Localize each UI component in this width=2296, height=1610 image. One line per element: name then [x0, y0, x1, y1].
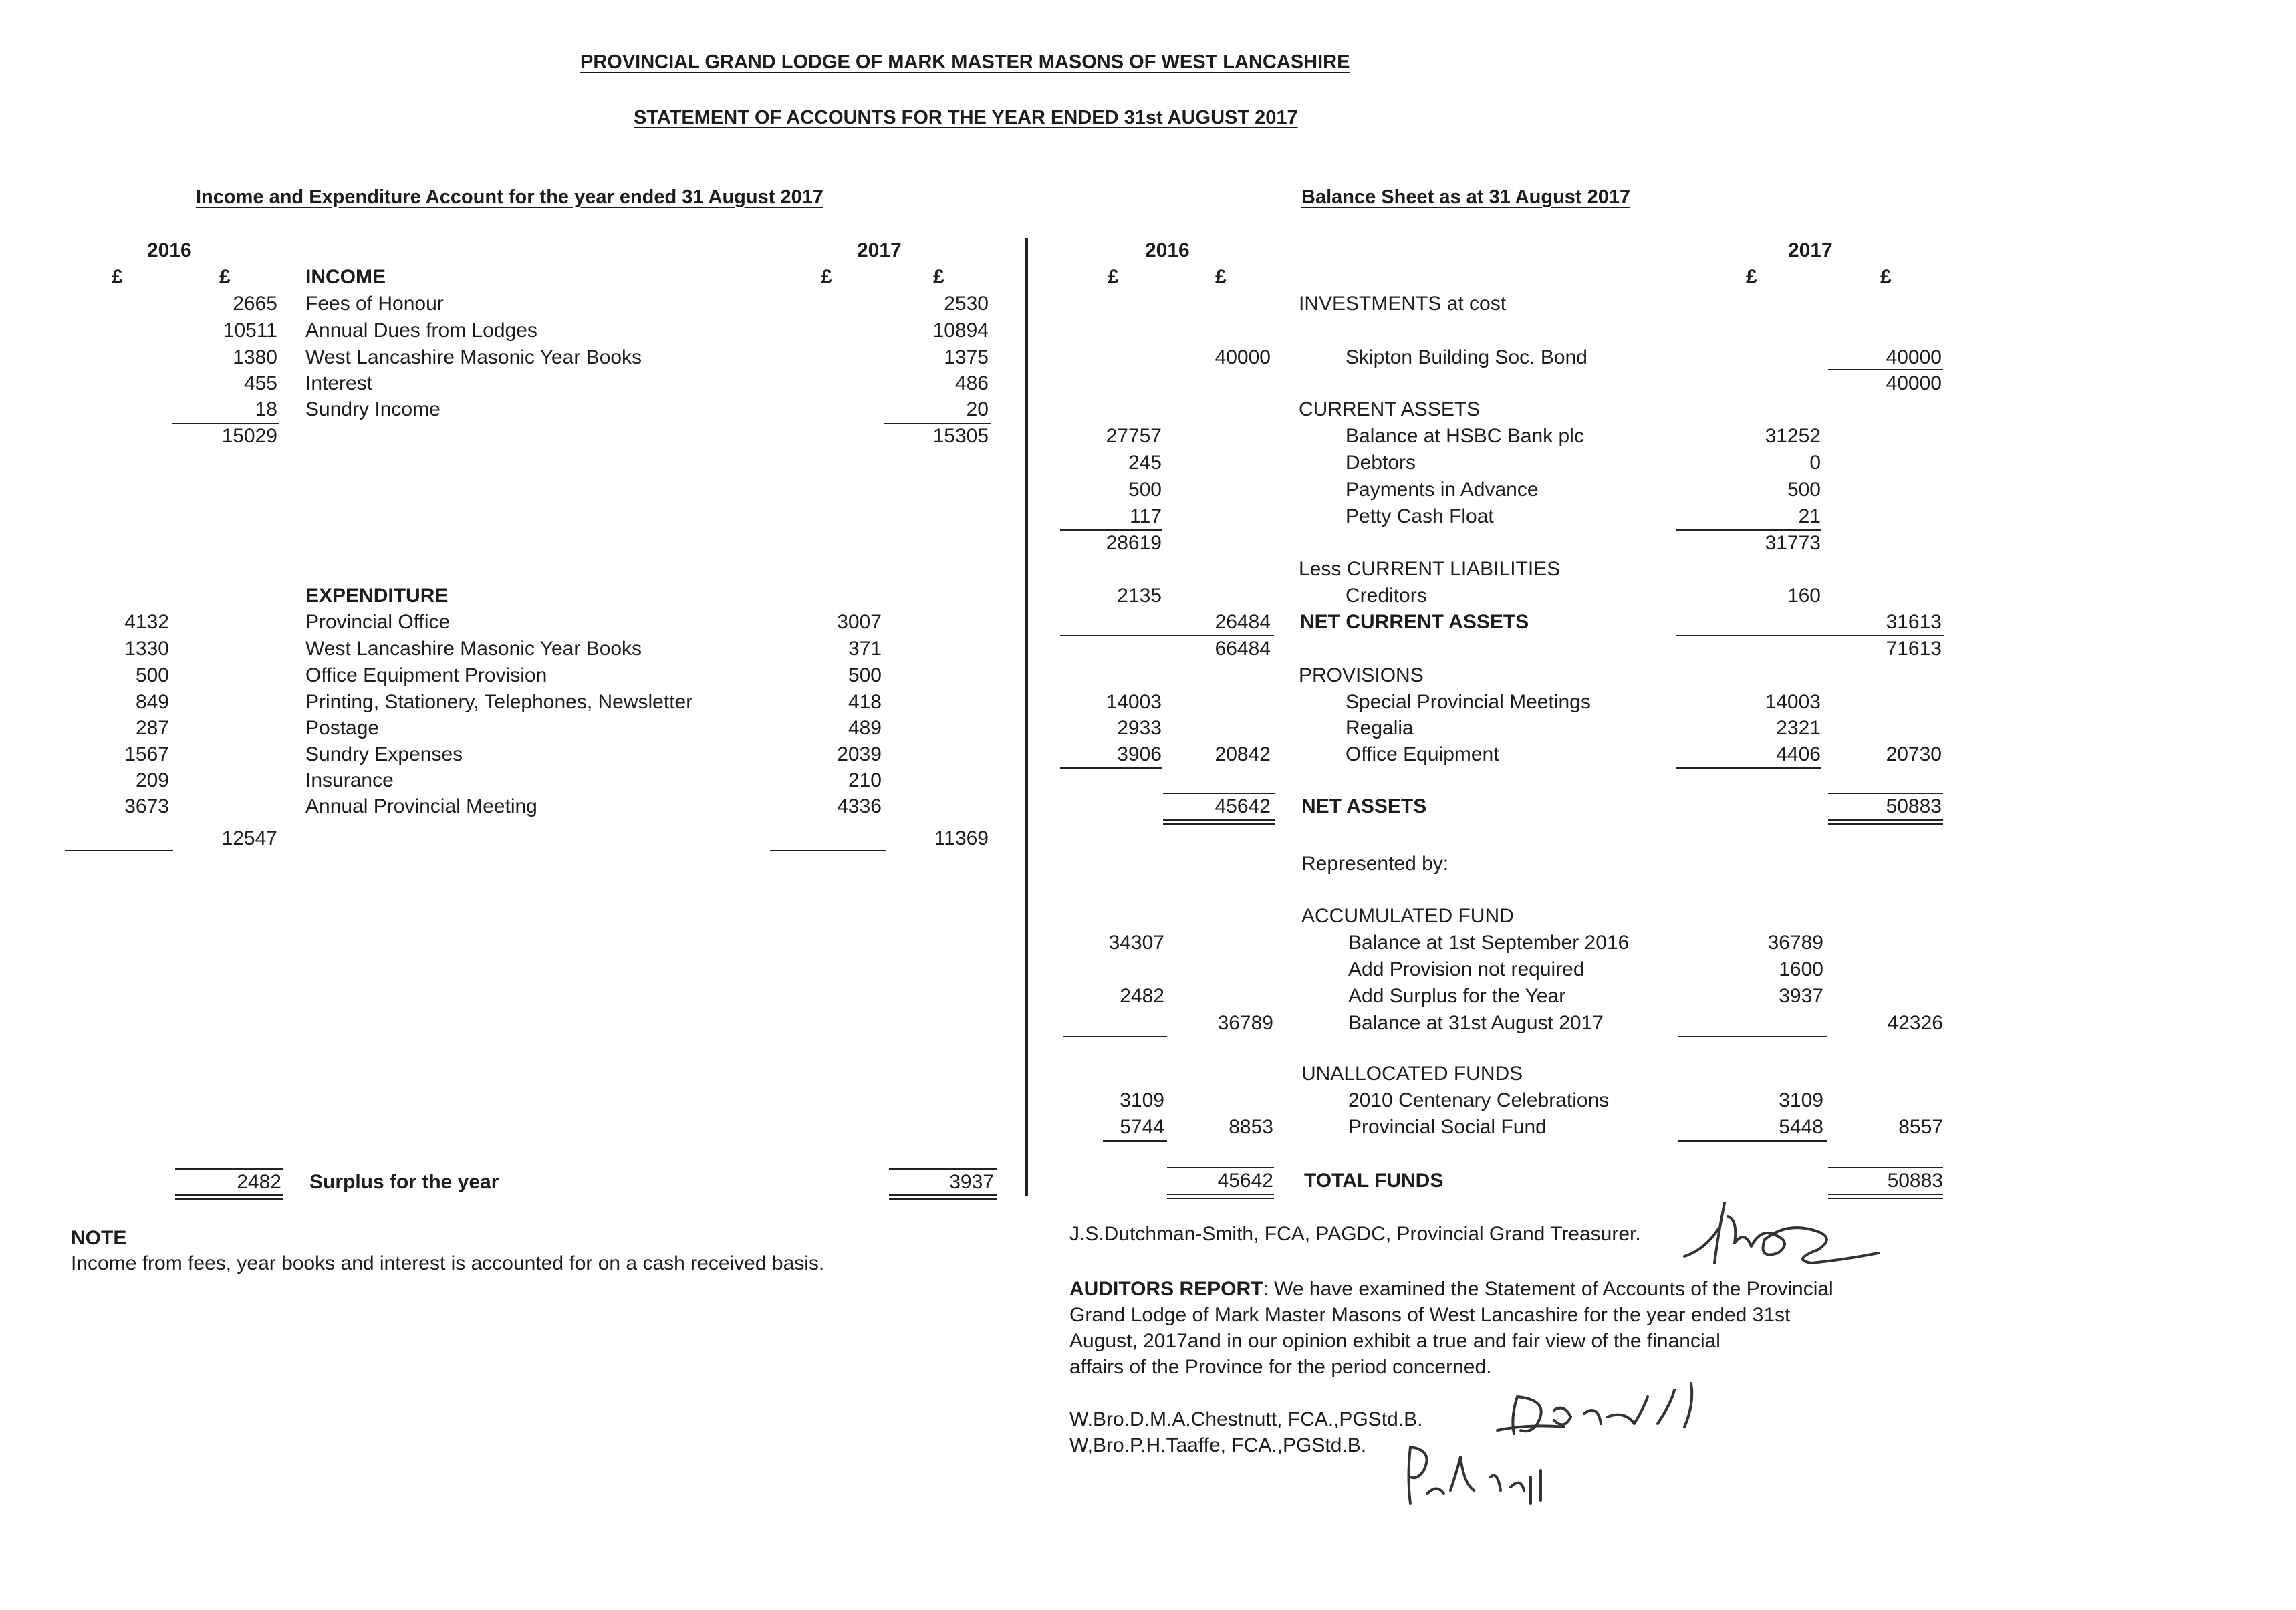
expenditure-label: Annual Provincial Meeting [305, 795, 537, 817]
auditor-signatory-1: W.Bro.D.M.A.Chestnutt, FCA.,PGStd.B. [1069, 1408, 1423, 1430]
current-assets-total-2017: 31773 [1765, 532, 1821, 554]
expenditure-label: Office Equipment Provision [305, 664, 547, 686]
acc-surplus-2016: 2482 [1120, 985, 1164, 1007]
income-value-2016: 10511 [223, 319, 277, 342]
current-asset-2017: 0 [1809, 452, 1821, 474]
income-total-2017: 15305 [932, 425, 989, 447]
investments-heading: INVESTMENTS at cost [1299, 293, 1507, 315]
treasurer-signature [1678, 1190, 1898, 1277]
provision-2017: 2321 [1776, 717, 1821, 739]
surplus-rule-2016 [175, 1168, 283, 1170]
income-rule-2017 [884, 423, 991, 424]
provision-2017: 4406 [1776, 743, 1821, 765]
income-label: Sundry Income [305, 398, 440, 420]
current-asset-2016: 117 [1130, 505, 1162, 527]
net-assets-2016: 45642 [1215, 795, 1271, 817]
expenditure-label: West Lancashire Masonic Year Books [305, 638, 642, 660]
document-title: PROVINCIAL GRAND LODGE OF MARK MASTER MASONS OF WEST LANCASHIRE [580, 51, 1350, 73]
accumulated-heading: ACCUMULATED FUND [1301, 905, 1514, 927]
unallocated-total-2017: 8557 [1898, 1116, 1943, 1138]
net-assets-double-rule-2017 [1828, 819, 1943, 825]
auditors-line-2: Grand Lodge of Mark Master Masons of West Lancashire for the year ended 31st [1069, 1304, 1791, 1326]
subtotal-2016: 66484 [1215, 638, 1271, 660]
income-label: Interest [305, 372, 373, 394]
nca-label: NET CURRENT ASSETS [1300, 611, 1529, 633]
treasurer-line: J.S.Dutchman-Smith, FCA, PAGDC, Provincial Grand Treasurer. [1069, 1223, 1641, 1245]
creditors-2016: 2135 [1117, 585, 1162, 607]
bs-heading: Balance Sheet as at 31 August 2017 [1301, 186, 1631, 208]
total-funds-2017: 50883 [1887, 1170, 1943, 1192]
acc-rule-2017 [1678, 1036, 1827, 1037]
acc-surplus-label: Add Surplus for the Year [1348, 985, 1566, 1007]
expenditure-value-2016: 500 [135, 664, 169, 686]
income-value-2017: 2530 [944, 293, 989, 315]
current-assets-heading: CURRENT ASSETS [1299, 398, 1481, 420]
provision-2017: 14003 [1765, 691, 1821, 713]
provisions-rule-2017 [1676, 767, 1821, 769]
surplus-2016: 2482 [237, 1171, 281, 1193]
acc-balance-2017: 36789 [1767, 932, 1823, 954]
expenditure-value-2017: 4336 [837, 795, 882, 817]
provisions-total-2016: 20842 [1215, 743, 1271, 765]
income-value-2017: 10894 [932, 319, 989, 342]
income-rule-2016 [172, 423, 279, 424]
current-asset-label: Debtors [1346, 452, 1416, 474]
bs-currency-1: £ [1108, 266, 1119, 288]
expenditure-value-2017: 210 [848, 769, 882, 791]
centenary-2016: 3109 [1120, 1089, 1164, 1111]
surplus-double-rule-2016 [175, 1194, 283, 1200]
expenditure-rule-2017 [770, 850, 886, 851]
expenditure-value-2016: 1567 [124, 743, 169, 765]
expenditure-value-2016: 209 [135, 769, 169, 791]
expenditure-label: Provincial Office [305, 611, 451, 633]
bs-currency-2: £ [1215, 266, 1227, 288]
current-asset-label: Balance at HSBC Bank plc [1346, 425, 1584, 447]
bond-rule-2017 [1828, 369, 1943, 370]
expenditure-value-2017: 418 [848, 691, 882, 713]
income-label: Fees of Honour [305, 293, 444, 315]
income-label: West Lancashire Masonic Year Books [305, 346, 642, 368]
acc-surplus-2017: 3937 [1779, 985, 1823, 1007]
expenditure-value-2017: 489 [848, 717, 882, 739]
ie-currency-4: £ [933, 266, 944, 288]
bond-2016: 40000 [1215, 346, 1271, 368]
current-asset-label: Payments in Advance [1346, 479, 1539, 501]
expenditure-value-2016: 287 [135, 717, 169, 739]
bond-label: Skipton Building Soc. Bond [1346, 346, 1587, 368]
income-value-2016: 18 [255, 398, 277, 420]
expenditure-value-2016: 1330 [124, 638, 169, 660]
ie-year-2016: 2016 [147, 239, 192, 261]
provision-label: Office Equipment [1346, 743, 1499, 765]
auditors-line-4: affairs of the Province for the period concerned. [1069, 1356, 1492, 1378]
ie-year-2017: 2017 [857, 239, 902, 261]
nca-rule-2017 [1676, 635, 1944, 636]
auditor-signature-2 [1397, 1430, 1571, 1510]
ie-heading: Income and Expenditure Account for the year ended 31 August 2017 [196, 186, 823, 208]
income-value-2017: 20 [966, 398, 989, 420]
surplus-double-rule-2017 [889, 1194, 997, 1200]
expenditure-value-2017: 2039 [837, 743, 882, 765]
provisions-heading: PROVISIONS [1299, 664, 1424, 686]
provision-label: Special Provincial Meetings [1346, 691, 1591, 713]
expenditure-total-2017: 11369 [934, 827, 989, 849]
expenditure-value-2016: 3673 [124, 795, 169, 817]
acc-rule-2016 [1063, 1036, 1167, 1037]
current-assets-rule-2017 [1676, 529, 1821, 531]
income-total-2016: 15029 [221, 425, 277, 447]
note-heading: NOTE [71, 1227, 127, 1249]
expenditure-heading: EXPENDITURE [305, 585, 449, 607]
income-value-2017: 486 [954, 372, 989, 394]
auditors-heading: AUDITORS REPORT [1069, 1278, 1263, 1300]
nca-2017: 31613 [1886, 611, 1942, 633]
acc-balance-label: Balance at 1st September 2016 [1348, 932, 1630, 954]
expenditure-rule-2016 [65, 850, 173, 851]
creditors-2017: 160 [1787, 585, 1821, 607]
social-2016: 5744 [1120, 1116, 1164, 1138]
income-value-2016: 1380 [233, 346, 277, 368]
bs-currency-4: £ [1880, 266, 1892, 288]
note-text: Income from fees, year books and interest is accounted for on a cash received basis. [71, 1252, 825, 1274]
income-value-2016: 455 [243, 372, 277, 394]
surplus-2017: 3937 [949, 1171, 994, 1193]
centenary-2017: 3109 [1779, 1089, 1823, 1111]
expenditure-value-2016: 849 [135, 691, 169, 713]
net-assets-2017: 50883 [1886, 795, 1942, 817]
current-asset-2017: 500 [1787, 479, 1821, 501]
subtotal-2017: 71613 [1886, 638, 1942, 660]
unallocated-rule-2016 [1103, 1140, 1167, 1142]
current-asset-2016: 245 [1128, 452, 1162, 474]
income-value-2017: 1375 [944, 346, 989, 368]
acc-provision-2017: 1600 [1779, 958, 1823, 980]
bond-total-2017: 40000 [1886, 372, 1942, 394]
expenditure-value-2016: 4132 [124, 611, 169, 633]
total-funds-2016: 45642 [1217, 1170, 1273, 1192]
social-2017: 5448 [1779, 1116, 1823, 1138]
provision-label: Regalia [1346, 717, 1414, 739]
social-label: Provincial Social Fund [1348, 1116, 1547, 1138]
current-asset-2017: 31252 [1765, 425, 1821, 447]
current-assets-rule-2016 [1060, 529, 1162, 531]
column-divider [1025, 238, 1028, 1196]
acc-provision-label: Add Provision not required [1348, 958, 1585, 980]
expenditure-label: Sundry Expenses [305, 743, 463, 765]
liabilities-heading: Less CURRENT LIABILITIES [1299, 558, 1561, 580]
expenditure-value-2017: 371 [848, 638, 882, 660]
bs-year-2017: 2017 [1788, 239, 1833, 261]
net-assets-top-rule-2016 [1163, 793, 1275, 794]
total-funds-double-rule-2016 [1167, 1194, 1274, 1199]
nca-rule-2016 [1060, 635, 1274, 636]
total-funds-label: TOTAL FUNDS [1304, 1170, 1444, 1192]
current-asset-2017: 21 [1798, 505, 1821, 527]
expenditure-label: Postage [305, 717, 380, 739]
expenditure-total-2016: 12547 [221, 827, 277, 849]
surplus-label: Surplus for the year [309, 1171, 499, 1193]
provision-2016: 3906 [1117, 743, 1162, 765]
unallocated-rule-2017 [1678, 1140, 1827, 1142]
acc-end-label: Balance at 31st August 2017 [1348, 1012, 1604, 1034]
provision-2016: 14003 [1106, 691, 1162, 713]
provisions-rule-2016 [1060, 767, 1162, 769]
expenditure-label: Insurance [305, 769, 394, 791]
surplus-rule-2017 [889, 1168, 997, 1170]
current-asset-2016: 500 [1128, 479, 1162, 501]
creditors-label: Creditors [1346, 585, 1427, 607]
unallocated-heading: UNALLOCATED FUNDS [1301, 1063, 1523, 1085]
unallocated-total-2016: 8853 [1229, 1116, 1273, 1138]
acc-balance-2016: 34307 [1108, 932, 1164, 954]
provisions-total-2017: 20730 [1886, 743, 1942, 765]
net-assets-top-rule-2017 [1828, 793, 1943, 794]
nca-2016: 26484 [1215, 611, 1271, 633]
auditors-line-1 [1069, 1278, 1833, 1301]
document-subtitle: STATEMENT OF ACCOUNTS FOR THE YEAR ENDED 31st AUGUST 2017 [634, 107, 1298, 128]
represented-by: Represented by: [1301, 853, 1449, 875]
bond-2017: 40000 [1886, 346, 1942, 368]
current-asset-2016: 27757 [1106, 425, 1162, 447]
bs-year-2016: 2016 [1145, 239, 1190, 261]
ie-currency-2: £ [219, 266, 231, 288]
current-asset-label: Petty Cash Float [1346, 505, 1494, 527]
auditors-line-3: August, 2017and in our opinion exhibit a true and fair view of the financial [1069, 1330, 1720, 1352]
expenditure-label: Printing, Stationery, Telephones, Newsletter [305, 691, 693, 713]
centenary-label: 2010 Centenary Celebrations [1348, 1089, 1610, 1111]
acc-end-2016: 36789 [1217, 1012, 1273, 1034]
ie-currency-1: £ [112, 266, 123, 288]
current-assets-total-2016: 28619 [1106, 532, 1162, 554]
auditor-signatory-2: W,Bro.P.H.Taaffe, FCA.,PGStd.B. [1069, 1434, 1367, 1456]
net-assets-double-rule-2016 [1163, 819, 1275, 825]
expenditure-value-2017: 3007 [837, 611, 882, 633]
ie-currency-3: £ [821, 266, 832, 288]
income-value-2016: 2665 [233, 293, 277, 315]
acc-end-2017: 42326 [1887, 1012, 1943, 1034]
net-assets-label: NET ASSETS [1301, 795, 1427, 817]
auditors-text-1: : We have examined the Statement of Accounts of the Provincial [1263, 1278, 1833, 1300]
bs-currency-3: £ [1746, 266, 1757, 288]
provision-2016: 2933 [1117, 717, 1162, 739]
expenditure-value-2017: 500 [848, 664, 882, 686]
total-funds-top-rule-2016 [1167, 1167, 1274, 1168]
income-label: Annual Dues from Lodges [305, 319, 537, 342]
total-funds-top-rule-2017 [1828, 1167, 1943, 1168]
income-heading: INCOME [305, 266, 386, 288]
